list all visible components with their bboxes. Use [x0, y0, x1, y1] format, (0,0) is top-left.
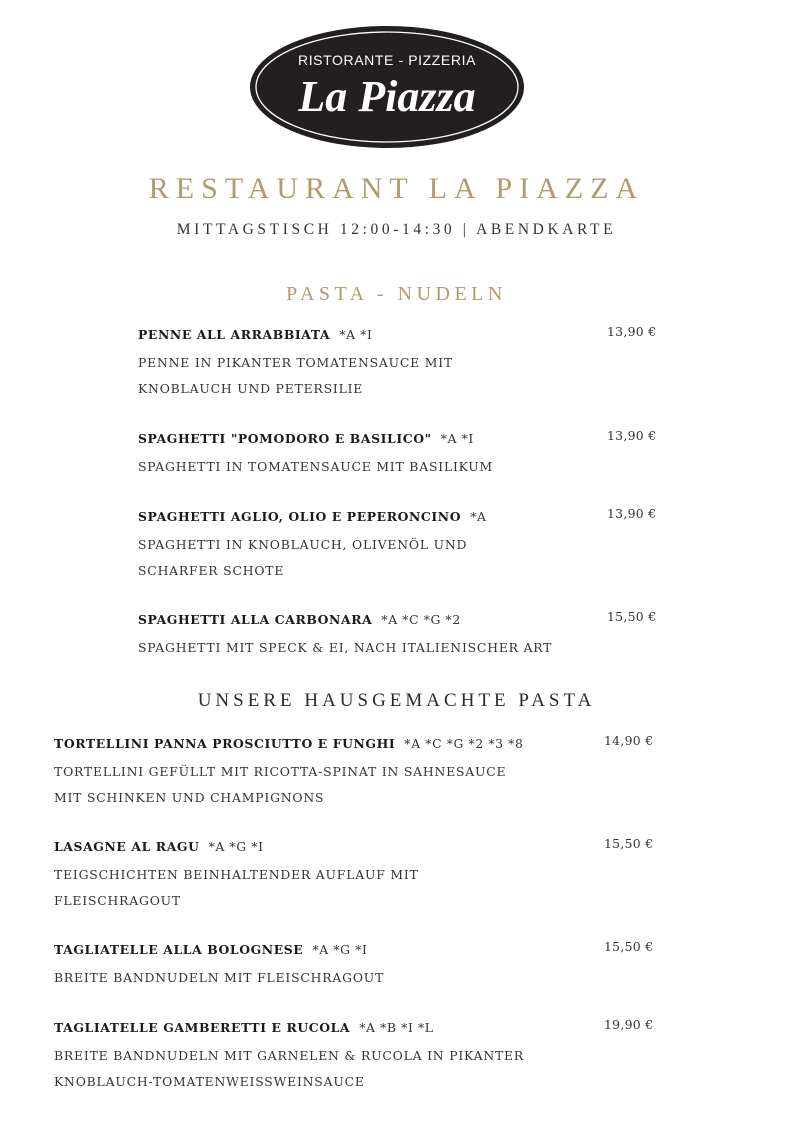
item-description-line: KNOBLAUCH UND PETERSILIE [138, 381, 364, 396]
item-name: SPAGHETTI "POMODORO E BASILICO" [138, 431, 432, 446]
page-subtitle: MITTAGSTISCH 12:00-14:30 | ABENDKARTE [176, 221, 617, 238]
item-description [138, 454, 658, 480]
item-name: SPAGHETTI ALLA CARBONARA [138, 612, 373, 627]
section-heading-house-pasta: UNSERE HAUSGEMACHTE PASTA [197, 690, 596, 711]
item-description-line: BREITE BANDNUDELN MIT GARNELEN & RUCOLA IN PIKANTER [54, 1048, 525, 1063]
item-price: 15,50 € [604, 836, 654, 851]
item-allergens: *A *G *I [208, 839, 264, 854]
item-price: 19,90 € [604, 1017, 654, 1032]
item-price: 13,90 € [607, 324, 657, 339]
item-allergens: *A *G *I [312, 942, 368, 957]
item-description-line: TORTELLINI GEFÜLLT MIT RICOTTA-SPINAT IN SAHNESAUCE [54, 764, 507, 779]
item-description-line: FLEISCHRAGOUT [54, 893, 181, 908]
menu-item [54, 836, 654, 914]
logo-name: La Piazza [298, 72, 476, 121]
item-name: TAGLIATELLE ALLA BOLOGNESE [54, 942, 304, 957]
item-description-line: SPAGHETTI IN TOMATENSAUCE MIT BASILIKUM [138, 459, 494, 474]
item-description-line: MIT SCHINKEN UND CHAMPIGNONS [54, 790, 325, 805]
item-allergens: *A *I [339, 327, 373, 342]
item-description-line: TEIGSCHICHTEN BEINHALTENDER AUFLAUF MIT [54, 867, 419, 882]
item-description-line: SPAGHETTI MIT SPECK & EI, NACH ITALIENISCHER ART [138, 640, 553, 655]
item-description-line: BREITE BANDNUDELN MIT FLEISCHRAGOUT [54, 970, 385, 985]
logo-oval [249, 25, 525, 149]
item-description [54, 759, 654, 811]
logo-top-text: RISTORANTE - PIZZERIA [297, 52, 477, 68]
item-price: 15,50 € [607, 609, 657, 624]
item-allergens: *A [470, 509, 487, 524]
item-description [54, 1043, 654, 1095]
menu-item [138, 609, 658, 661]
item-price: 15,50 € [604, 939, 654, 954]
menu-item [54, 1017, 654, 1095]
item-allergens: *A *C *G *2 *3 *8 [404, 736, 524, 751]
item-description [138, 350, 658, 402]
menu-item [138, 506, 658, 584]
item-name: SPAGHETTI AGLIO, OLIO E PEPERONCINO [138, 509, 462, 524]
menu-item [54, 733, 654, 811]
item-price: 14,90 € [604, 733, 654, 748]
item-name: PENNE ALL ARRABBIATA [138, 327, 331, 342]
item-description-line: SPAGHETTI IN KNOBLAUCH, OLIVENÖL UND [138, 537, 468, 552]
item-description-line: PENNE IN PIKANTER TOMATENSAUCE MIT [138, 355, 453, 370]
section-heading-pasta: PASTA - NUDELN [286, 283, 507, 305]
item-price: 13,90 € [607, 428, 657, 443]
item-description-line: KNOBLAUCH-TOMATENWEISSWEINSAUCE [54, 1074, 365, 1089]
item-name: LASAGNE AL RAGU [54, 839, 200, 854]
page-title: RESTAURANT LA PIAZZA [148, 172, 645, 205]
menu-item [138, 324, 658, 402]
item-allergens: *A *I [440, 431, 474, 446]
item-name: TAGLIATELLE GAMBERETTI E RUCOLA [54, 1020, 351, 1035]
item-allergens: *A *C *G *2 [381, 612, 461, 627]
item-description-line: SCHARFER SCHOTE [138, 563, 285, 578]
restaurant-logo [249, 25, 525, 149]
menu-item [54, 939, 654, 991]
item-description [138, 635, 658, 661]
item-description [138, 532, 658, 584]
item-description [54, 965, 654, 991]
item-price: 13,90 € [607, 506, 657, 521]
item-description [54, 862, 654, 914]
item-allergens: *A *B *I *L [359, 1020, 434, 1035]
menu-item [138, 428, 658, 480]
item-name: TORTELLINI PANNA PROSCIUTTO E FUNGHI [54, 736, 396, 751]
